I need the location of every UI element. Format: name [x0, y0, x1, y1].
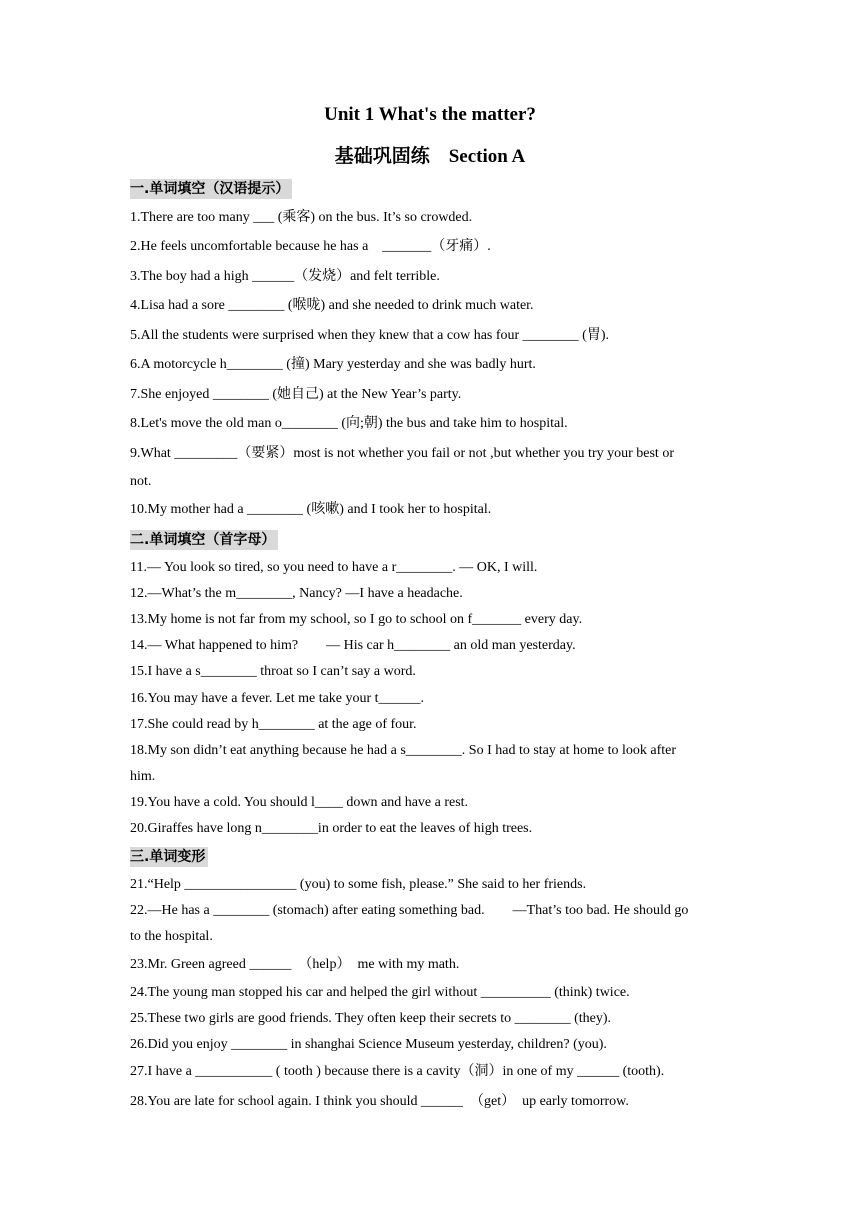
exercise-line: 8.Let's move the old man o________ (向;朝) the bus and take him to hospital. — [130, 416, 568, 431]
exercise-line: 10.My mother had a ________ (咳嗽) and I took her to hospital. — [130, 502, 492, 517]
exercise-line: 18.My son didn’t eat anything because he had a s________. So I had to stay at home to look after — [130, 743, 677, 758]
exercise-line: 14.— What happened to him? — His car h________ an old man yesterday. — [130, 638, 576, 653]
exercise-line: 15.I have a s________ throat so I can’t say a word. — [130, 664, 416, 679]
exercise-line: 13.My home is not far from my school, so I go to school on f_______ every day. — [130, 612, 583, 627]
exercise-line: 25.These two girls are good friends. They often keep their secrets to ________ (they). — [130, 1011, 612, 1026]
page-subtitle: 基础巩固练 Section A — [334, 146, 526, 167]
exercise-line: 27.I have a ___________ ( tooth ) because there is a cavity（洞）in one of my ______ (tooth). — [130, 1064, 665, 1079]
exercise-line: 22.—He has a ________ (stomach) after eating something bad. —That’s too bad. He should go — [130, 903, 689, 918]
exercise-line: not. — [130, 474, 152, 489]
section-heading-3: 三.单词变形 — [130, 847, 208, 867]
exercise-line: 28.You are late for school again. I think you should ______ （get） up early tomorrow. — [130, 1094, 629, 1109]
exercise-line: 9.What _________（要紧）most is not whether you fail or not ,but whether you try your best or — [130, 446, 674, 461]
exercise-line: 7.She enjoyed ________ (她自己) at the New Year’s party. — [130, 387, 462, 402]
page-title: Unit 1 What's the matter? — [324, 104, 536, 125]
exercise-line: 20.Giraffes have long n________in order to eat the leaves of high trees. — [130, 821, 533, 836]
exercise-line: 17.She could read by h________ at the age of four. — [130, 717, 417, 732]
exercise-line: 24.The young man stopped his car and helped the girl without __________ (think) twice. — [130, 985, 630, 1000]
exercise-line: 23.Mr. Green agreed ______ （help） me with my math. — [130, 957, 460, 972]
exercise-line: 12.—What’s the m________, Nancy? —I have a headache. — [130, 586, 463, 601]
section-heading-2: 二.单词填空（首字母） — [130, 530, 278, 550]
exercise-line: 1.There are too many ___ (乘客) on the bus. It’s so crowded. — [130, 210, 473, 225]
section-heading-1: 一.单词填空（汉语提示） — [130, 179, 292, 199]
exercise-line: to the hospital. — [130, 929, 213, 944]
exercise-line: him. — [130, 769, 156, 784]
exercise-line: 19.You have a cold. You should l____ down and have a rest. — [130, 795, 469, 810]
exercise-line: 11.— You look so tired, so you need to have a r________. — OK, I will. — [130, 560, 538, 575]
exercise-line: 26.Did you enjoy ________ in shanghai Science Museum yesterday, children? (you). — [130, 1037, 607, 1052]
exercise-line: 16.You may have a fever. Let me take your t______. — [130, 691, 425, 706]
exercise-line: 4.Lisa had a sore ________ (喉咙) and she needed to drink much water. — [130, 298, 534, 313]
exercise-line: 21.“Help ________________ (you) to some fish, please.” She said to her friends. — [130, 877, 587, 892]
exercise-line: 6.A motorcycle h________ (撞) Mary yesterday and she was badly hurt. — [130, 357, 536, 372]
exercise-line: 3.The boy had a high ______（发烧）and felt terrible. — [130, 269, 440, 284]
exercise-line: 2.He feels uncomfortable because he has a _______（牙痛）. — [130, 239, 491, 254]
exercise-line: 5.All the students were surprised when they knew that a cow has four ________ (胃). — [130, 328, 610, 343]
